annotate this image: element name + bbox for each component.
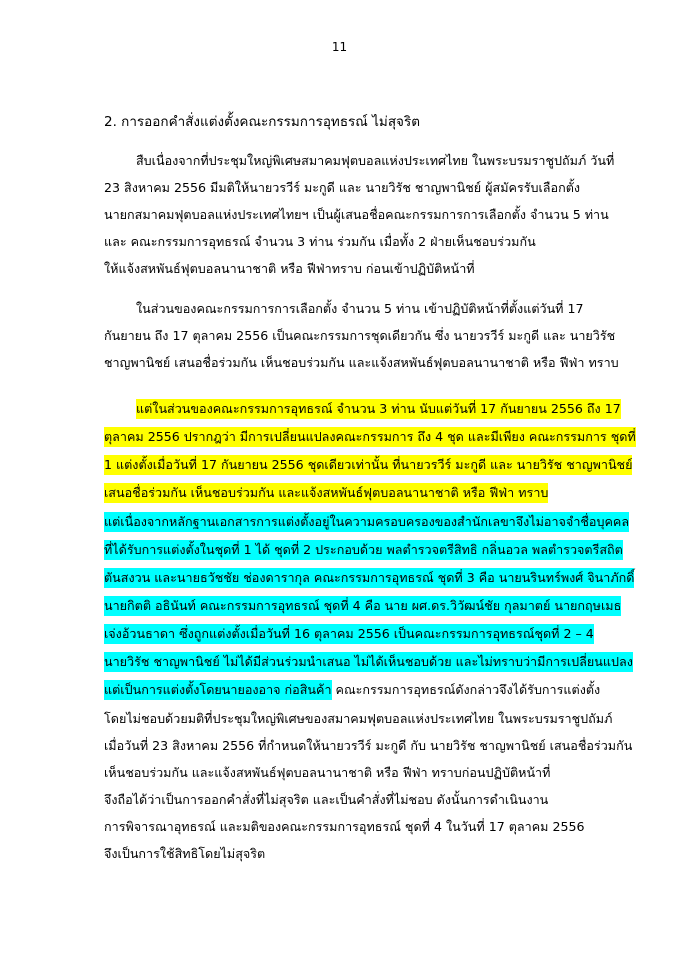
highlighted-line-cyan (104, 595, 621, 617)
plain-text: คณะกรรมการอุทธรณ์ดังกล่าวจึงได้รับการแต่งตั้ง (331, 682, 601, 697)
highlighted-text: ตันสงวน และนายธวัชชัย ช่องดารากุล คณะกรรมการอุทธรณ์ ชุดที่ 3 คือ นายนรินทร์พงศ์ จินาภักดิ์ (104, 568, 634, 588)
text-line: และ คณะกรรมการอุทธรณ์ จำนวน 3 ท่าน ร่วมกัน เมื่อทั้ง 2 ฝ่ายเห็นชอบร่วมกัน (104, 234, 536, 249)
highlighted-text: 1 แต่งตั้งเมื่อวันที่ 17 กันยายน 2556 ชุดเดียวเท่านั้น ที่นายวรวีร์ มะกูดี และ นายวิรัช ชาญพานิชย์ (104, 455, 632, 475)
text-line: สืบเนื่องจากที่ประชุมใหญ่พิเศษสมาคมฟุตบอลแห่งประเทศไทย ในพระบรมราชูปถัมภ์ วันที่ (136, 153, 615, 168)
highlighted-text: แต่เนื่องจากหลักฐานเอกสารการแต่งตั้งอยู่ในความครอบครองของสำนักเลขาจึงไม่อาจจำชื่อบุคคล (104, 512, 629, 532)
text-line: โดยไม่ชอบด้วยมติที่ประชุมใหญ่พิเศษของสมาคมฟุตบอลแห่งประเทศไทย ในพระบรมราชูปถัมภ์ (104, 711, 613, 726)
section-heading: 2. การออกคำสั่งแต่งตั้งคณะกรรมการอุทธรณ์ ไม่สุจริต (104, 114, 420, 130)
highlighted-text: เสนอชื่อร่วมกัน เห็นชอบร่วมกัน และแจ้งสหพันธ์ฟุตบอลนานาชาติ หรือ ฟีฟ่า ทราบ (104, 483, 548, 503)
highlighted-line-cyan (104, 511, 629, 533)
highlighted-line-yellow (104, 454, 632, 476)
text-line: นายกสมาคมฟุตบอลแห่งประเทศไทยฯ เป็นผู้เสนอชื่อคณะกรรมการการเลือกตั้ง จำนวน 5 ท่าน (104, 207, 609, 222)
text-line: ชาญพานิชย์ เสนอชื่อร่วมกัน เห็นชอบร่วมกัน และแจ้งสหพันธ์ฟุตบอลนานาชาติ หรือ ฟีฟ่า ทราบ (104, 355, 619, 370)
highlighted-line-cyan (104, 567, 634, 589)
text-line: ให้แจ้งสหพันธ์ฟุตบอลนานาชาติ หรือ ฟีฟ่าทราบ ก่อนเข้าปฏิบัติหน้าที่ (104, 261, 475, 276)
highlighted-line-cyan (104, 651, 633, 673)
highlighted-text: แต่เป็นการแต่งตั้งโดยนายองอาจ ก่อสินค้า (104, 680, 332, 700)
highlighted-text: เจ่งอ้วนธาดา ซึ่งถูกแต่งตั้งเมื่อวันที่ 16 ตุลาคม 2556 เป็นคณะกรรมการอุทธรณ์ชุดที่ 2 – 4 (104, 624, 594, 644)
highlighted-line-yellow (104, 398, 621, 420)
text-line: กันยายน ถึง 17 ตุลาคม 2556 เป็นคณะกรรมการชุดเดียวกัน ซึ่ง นายวรวีร์ มะกูดี และ นายวิรัช (104, 328, 616, 343)
text-line: ในส่วนของคณะกรรมการการเลือกตั้ง จำนวน 5 ท่าน เข้าปฏิบัติหน้าที่ตั้งแต่วันที่ 17 (136, 301, 584, 316)
highlighted-text: แต่ในส่วนของคณะกรรมการอุทธรณ์ จำนวน 3 ท่าน นับแต่วันที่ 17 กันยายน 2556 ถึง 17 (136, 399, 621, 419)
highlighted-line-cyan (104, 539, 623, 561)
text-line: เมื่อวันที่ 23 สิงหาคม 2556 ที่กำหนดให้นายวรวีร์ มะกูดี กับ นายวิรัช ชาญพานิชย์ เสนอชื่อร่วมกัน (104, 738, 633, 753)
highlighted-line-yellow (104, 482, 548, 504)
highlighted-line-cyan (104, 623, 594, 645)
mixed-highlight-line (104, 679, 600, 701)
highlighted-text: นายกิตติ อธินันท์ คณะกรรมการอุทธรณ์ ชุดที่ 4 คือ นาย ผศ.ดร.วิวัฒน์ชัย กุลมาตย์ นายกฤษเมธ (104, 596, 621, 616)
highlighted-text: ที่ได้รับการแต่งตั้งในชุดที่ 1 ได้ ชุดที่ 2 ประกอบด้วย พลตำรวจตรีสิทธิ กลิ่นอวล พลตำรวจตรีสถิต (104, 540, 623, 560)
text-line: จึงถือได้ว่าเป็นการออกคำสั่งที่ไม่สุจริต และเป็นคำสั่งที่ไม่ชอบ ดังนั้นการดำเนินงาน (104, 792, 549, 807)
text-line: เห็นชอบร่วมกัน และแจ้งสหพันธ์ฟุตบอลนานาชาติ หรือ ฟีฟ่า ทราบก่อนปฏิบัติหน้าที่ (104, 765, 551, 780)
page-number: 11 (331, 40, 348, 54)
text-line: การพิจารณาอุทธรณ์ และมติของคณะกรรมการอุทธรณ์ ชุดที่ 4 ในวันที่ 17 ตุลาคม 2556 (104, 819, 585, 834)
highlighted-text: ตุลาคม 2556 ปรากฎว่า มีการเปลี่ยนแปลงคณะกรรมการ ถึง 4 ชุด และมีเพียง คณะกรรมการ ชุดที่ (104, 427, 636, 447)
highlighted-text: นายวิรัช ชาญพานิชย์ ไม่ได้มีส่วนร่วมนำเสนอ ไม่ได้เห็นชอบด้วย และไม่ทราบว่ามีการเปลี่ยนแปลง (104, 652, 633, 672)
text-line: จึงเป็นการใช้สิทธิโดยไม่สุจริต (104, 846, 266, 861)
highlighted-line-yellow (104, 426, 636, 448)
text-line: 23 สิงหาคม 2556 มีมติให้นายวรวีร์ มะกูดี และ นายวิรัช ชาญพานิชย์ ผู้สมัครรับเลือกตั้ง (104, 180, 581, 195)
